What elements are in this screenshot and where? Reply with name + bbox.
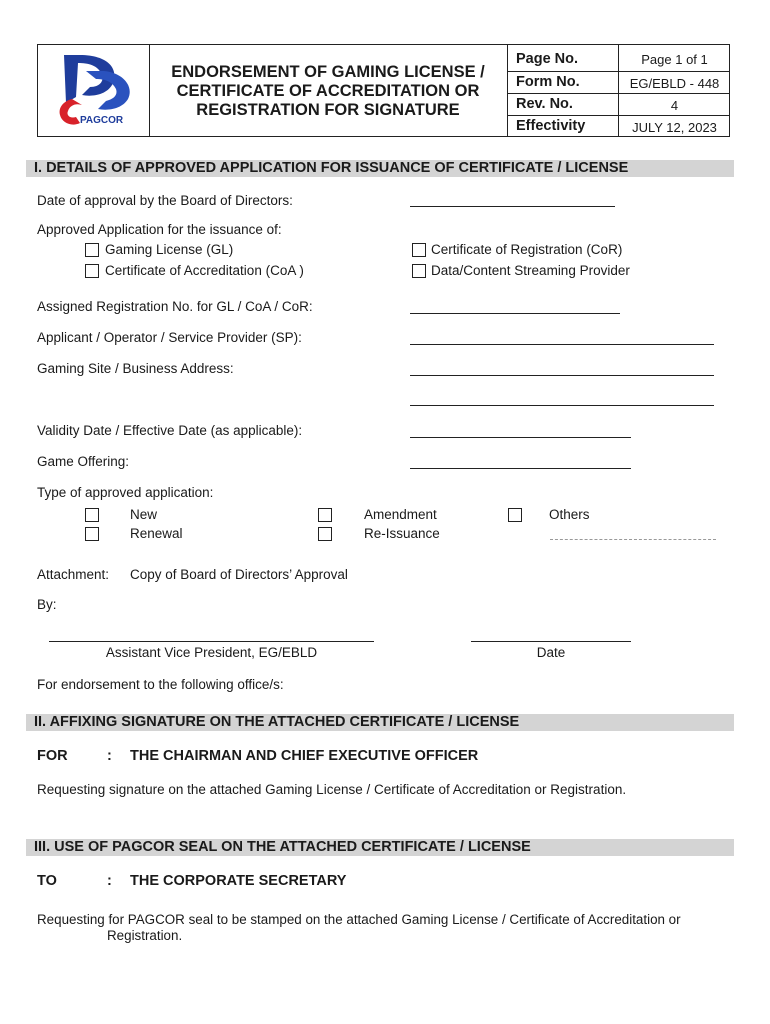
others-specify-field[interactable]	[550, 539, 716, 540]
header-row-divider	[507, 93, 729, 94]
section-3-body-line-1: Requesting for PAGCOR seal to be stamped on the attached Gaming License / Certificate of Accreditation or	[37, 912, 681, 927]
form-header	[37, 44, 730, 137]
reissuance-checkbox[interactable]	[318, 527, 332, 541]
section-3-title: III. USE OF PAGCOR SEAL ON THE ATTACHED CERTIFICATE / LICENSE	[26, 839, 734, 856]
site-address-label: Gaming Site / Business Address:	[37, 361, 234, 376]
form-title	[150, 63, 506, 120]
section-2-title: II. AFFIXING SIGNATURE ON THE ATTACHED CERTIFICATE / LICENSE	[26, 714, 734, 731]
gaming-license-checkbox[interactable]	[85, 243, 99, 257]
date-of-approval-field[interactable]	[410, 206, 615, 207]
data-streaming-checkbox[interactable]	[412, 264, 426, 278]
others-label: Others	[549, 507, 590, 522]
amendment-checkbox[interactable]	[318, 508, 332, 522]
rev-no-value: 4	[670, 98, 679, 113]
certificate-accreditation-label: Certificate of Accreditation (CoA )	[105, 263, 304, 278]
applicant-label: Applicant / Operator / Service Provider (SP):	[37, 330, 302, 345]
reissuance-label: Re-Issuance	[364, 526, 440, 541]
others-checkbox[interactable]	[508, 508, 522, 522]
section-3-body-line-2: Registration.	[107, 928, 183, 943]
game-offering-field[interactable]	[410, 468, 631, 469]
title-line: REGISTRATION FOR SIGNATURE	[196, 101, 460, 119]
certificate-accreditation-checkbox[interactable]	[85, 264, 99, 278]
to-label: TO	[37, 873, 57, 889]
header-row-divider	[507, 71, 729, 72]
rev-no-label: Rev. No.	[516, 96, 573, 112]
approved-application-label: Approved Application for the issuance of:	[37, 222, 282, 237]
renewal-label: Renewal	[130, 526, 183, 541]
data-streaming-label: Data/Content Streaming Provider	[431, 263, 630, 278]
date-of-approval-label: Date of approval by the Board of Directors:	[37, 193, 293, 208]
svg-text:PAGCOR: PAGCOR	[80, 115, 124, 126]
new-label: New	[130, 507, 158, 522]
to-colon: :	[107, 873, 112, 889]
for-recipient: THE CHAIRMAN AND CHIEF EXECUTIVE OFFICER	[130, 748, 479, 764]
pagcor-logo-icon	[46, 51, 142, 131]
renewal-checkbox[interactable]	[85, 527, 99, 541]
validity-date-label: Validity Date / Effective Date (as applicable):	[37, 423, 303, 438]
page-no-label: Page No.	[516, 51, 579, 67]
assigned-registration-field[interactable]	[410, 313, 620, 314]
applicant-field[interactable]	[410, 344, 714, 345]
by-label: By:	[37, 597, 57, 612]
title-line: ENDORSEMENT OF GAMING LICENSE /	[171, 63, 485, 81]
type-of-application-label: Type of approved application:	[37, 485, 214, 500]
endorsement-label: For endorsement to the following office/s:	[37, 677, 284, 692]
assigned-registration-label: Assigned Registration No. for GL / CoA / CoR:	[37, 299, 313, 314]
game-offering-label: Game Offering:	[37, 454, 130, 469]
site-address-field-line-2[interactable]	[410, 405, 714, 406]
effectivity-value: JULY 12, 2023	[632, 120, 717, 135]
site-address-field[interactable]	[410, 375, 714, 376]
to-recipient: THE CORPORATE SECRETARY	[130, 873, 347, 889]
for-colon: :	[107, 748, 112, 764]
signature-date-label: Date	[536, 645, 566, 660]
amendment-label: Amendment	[364, 507, 437, 522]
form-no-value: EG/EBLD - 448	[629, 76, 720, 91]
attachment-value: Copy of Board of Directors’ Approval	[130, 567, 348, 582]
form-no-label: Form No.	[516, 74, 580, 90]
pagcor-logo	[46, 51, 142, 131]
title-line: CERTIFICATE OF ACCREDITATION OR	[176, 82, 480, 100]
signature-date-line[interactable]	[471, 641, 631, 642]
page-no-value: Page 1 of 1	[641, 52, 708, 67]
signatory-title: Assistant Vice President, EG/EBLD	[105, 645, 318, 660]
header-row-divider	[507, 115, 729, 116]
new-checkbox[interactable]	[85, 508, 99, 522]
signature-line[interactable]	[49, 641, 374, 642]
effectivity-label: Effectivity	[516, 118, 586, 134]
section-1-title: I. DETAILS OF APPROVED APPLICATION FOR ISSUANCE OF CERTIFICATE / LICENSE	[26, 160, 734, 177]
gaming-license-label: Gaming License (GL)	[105, 242, 234, 257]
certificate-registration-label: Certificate of Registration (CoR)	[431, 242, 623, 257]
section-2-body: Requesting signature on the attached Gaming License / Certificate of Accreditation or Registration.	[37, 782, 627, 797]
attachment-label: Attachment:	[37, 567, 110, 582]
certificate-registration-checkbox[interactable]	[412, 243, 426, 257]
for-label: FOR	[37, 748, 68, 764]
header-divider	[507, 45, 508, 136]
validity-date-field[interactable]	[410, 437, 631, 438]
